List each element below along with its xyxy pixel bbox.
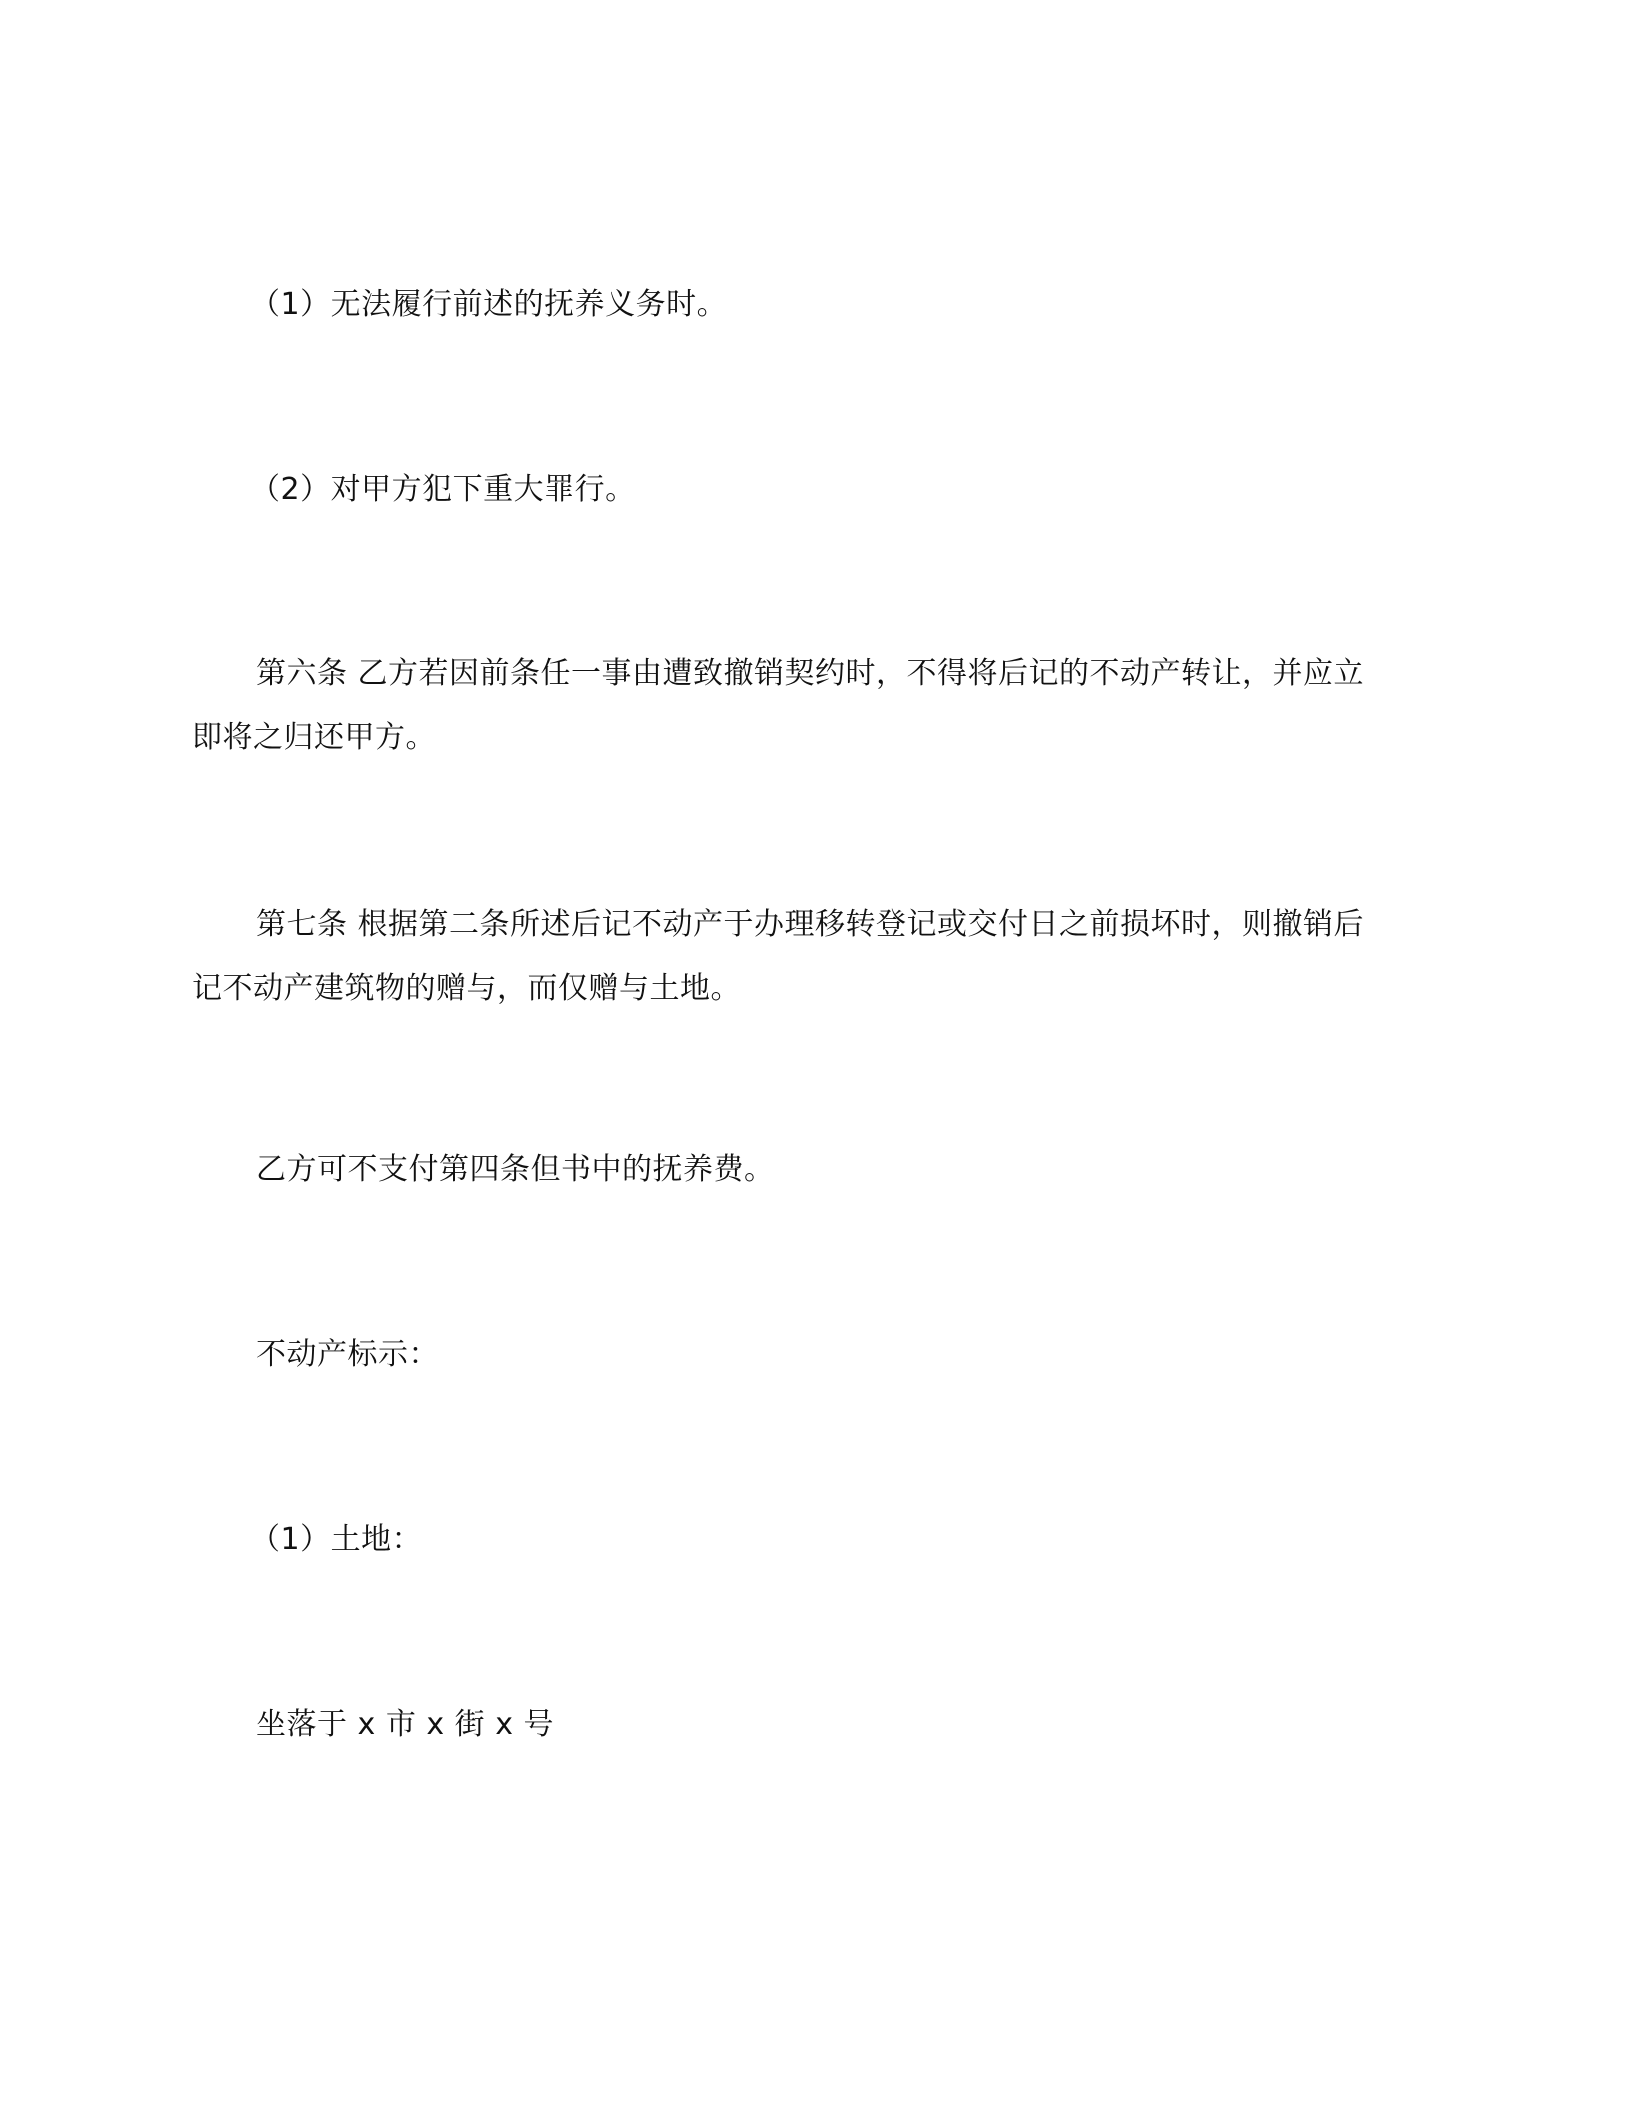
article-6-line-1: 第六条 乙方若因前条任一事由遭致撤销契约时，不得将后记的不动产转让，并应立	[256, 656, 1365, 691]
clause-item-1: （1）无法履行前述的抚养义务时。	[250, 287, 728, 322]
land-item: （1）土地：	[250, 1522, 423, 1557]
property-heading: 不动产标示：	[256, 1337, 439, 1372]
article-6	[192, 642, 1364, 770]
land-location: 坐落于 x 市 x 街 x 号	[256, 1707, 554, 1742]
article-7-line-1: 第七条 根据第二条所述后记不动产于办理移转登记或交付日之前损坏时，则撤销后	[256, 907, 1365, 942]
article-7	[192, 893, 1364, 1021]
support-clause: 乙方可不支付第四条但书中的抚养费。	[256, 1152, 775, 1187]
article-6-line-2: 即将之归还甲方。	[192, 720, 436, 755]
clause-item-2: （2）对甲方犯下重大罪行。	[250, 472, 636, 507]
article-7-line-2: 记不动产建筑物的赠与，而仅赠与土地。	[192, 971, 741, 1006]
